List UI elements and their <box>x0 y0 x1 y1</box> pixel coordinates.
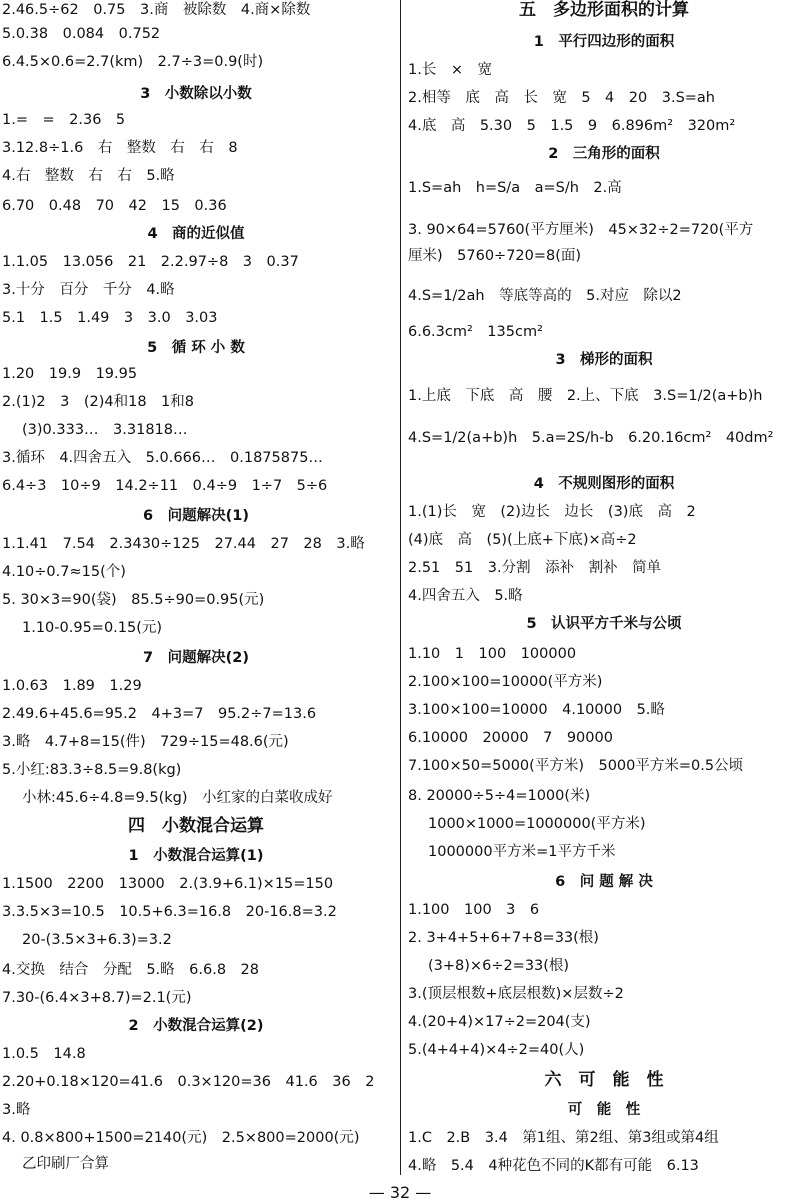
left-answer-line: 2.20+0.18×120=41.6 0.3×120=36 41.6 36 2 <box>2 1074 375 1090</box>
right-answer-line: 3.(顶层根数+底层根数)×层数÷2 <box>408 986 624 1002</box>
left-answer-line: 6.4.5×0.6=2.7(km) 2.7÷3=0.9(时) <box>2 54 264 70</box>
right-section-heading: 5 认识平方千米与公顷 <box>526 616 682 632</box>
left-answer-line: 4. 0.8×800+1500=2140(元) 2.5×800=2000(元) <box>2 1130 360 1146</box>
left-answer-line: 1.1500 2200 13000 2.(3.9+6.1)×15=150 <box>2 876 334 892</box>
left-answer-line: 3.十分 百分 千分 4.略 <box>2 282 175 298</box>
right-answer-line: 4.四舍五入 5.略 <box>408 588 523 604</box>
right-answer-line: 2. 3+4+5+6+7+8=33(根) <box>408 930 599 946</box>
left-section-heading: 3 小数除以小数 <box>140 86 252 102</box>
left-answer-line: 3.12.8÷1.6 右 整数 右 右 8 <box>2 140 238 156</box>
right-answer-line: 1.S=ah h=S/a a=S/h 2.高 <box>408 180 622 196</box>
page-number: — 32 — <box>368 1183 432 1202</box>
right-answer-line: 1.上底 下底 高 腰 2.上、下底 3.S=1/2(a+b)h <box>408 388 763 404</box>
left-answer-line: 3.略 4.7+8=15(件) 729÷15=48.6(元) <box>2 734 289 750</box>
left-answer-line: 3.循环 4.四舍五入 5.0.666… 0.1875875… <box>2 450 323 466</box>
left-answer-line: 1.0.63 1.89 1.29 <box>2 678 142 694</box>
left-answer-line: 20-(3.5×3+6.3)=3.2 <box>22 932 172 948</box>
right-section-heading: 2 三角形的面积 <box>548 146 660 162</box>
left-section-heading: 2 小数混合运算(2) <box>128 1018 264 1034</box>
left-answer-line: 3.略 <box>2 1102 31 1118</box>
left-answer-line: 6.4÷3 10÷9 14.2÷11 0.4÷9 1÷7 5÷6 <box>2 478 328 494</box>
right-answer-line: 厘米) 5760÷720=8(面) <box>408 248 582 264</box>
left-answer-line: 4.10÷0.7≈15(个) <box>2 564 126 580</box>
right-answer-line: (3+8)×6÷2=33(根) <box>428 958 570 974</box>
right-answer-line: 1.10 1 100 100000 <box>408 646 577 662</box>
left-section-heading: 7 问题解决(2) <box>143 650 249 666</box>
right-chapter-heading: 五 多边形面积的计算 <box>519 0 689 20</box>
right-answer-line: 3. 90×64=5760(平方厘米) 45×32÷2=720(平方 <box>408 222 754 238</box>
right-answer-line: 1.C 2.B 3.4 第1组、第2组、第3组或第4组 <box>408 1130 719 1146</box>
left-answer-line: 3.3.5×3=10.5 10.5+6.3=16.8 20-16.8=3.2 <box>2 904 337 920</box>
left-answer-line: 5.1 1.5 1.49 3 3.0 3.03 <box>2 310 218 326</box>
right-section-heading: 1 平行四边形的面积 <box>533 34 675 50</box>
left-answer-line: 6.70 0.48 70 42 15 0.36 <box>2 198 227 214</box>
left-section-heading: 4 商的近似值 <box>147 226 245 242</box>
left-answer-line: 乙印刷厂合算 <box>22 1156 109 1172</box>
left-answer-line: 1.20 19.9 19.95 <box>2 366 138 382</box>
left-answer-line: 2.46.5÷62 0.75 3.商 被除数 4.商×除数 <box>2 2 311 18</box>
right-answer-line: 1.100 100 3 6 <box>408 902 540 918</box>
right-answer-line: 1000×1000=1000000(平方米) <box>428 816 646 832</box>
column-divider <box>400 0 401 1175</box>
left-answer-line: 7.30-(6.4×3+8.7)=2.1(元) <box>2 990 192 1006</box>
left-answer-line: 1.= = 2.36 5 <box>2 112 126 128</box>
left-answer-line: 小林:45.6÷4.8=9.5(kg) 小红家的白菜收成好 <box>22 790 333 806</box>
left-answer-line: 5.小红:83.3÷8.5=9.8(kg) <box>2 762 182 778</box>
left-section-heading: 6 问题解决(1) <box>143 508 249 524</box>
right-answer-line: 5.(4+4+4)×4÷2=40(人) <box>408 1042 585 1058</box>
left-answer-line: 5.0.38 0.084 0.752 <box>2 26 161 42</box>
right-answer-line: 4.底 高 5.30 5 1.5 9 6.896m² 320m² <box>408 118 736 134</box>
right-answer-line: 1.(1)长 宽 (2)边长 边长 (3)底 高 2 <box>408 504 696 520</box>
right-answer-line: 4.S=1/2ah 等底等高的 5.对应 除以2 <box>408 288 682 304</box>
left-answer-line: 4.右 整数 右 右 5.略 <box>2 168 175 184</box>
right-answer-line: 1000000平方米=1平方千米 <box>428 844 616 860</box>
left-answer-line: 4.交换 结合 分配 5.略 6.6.8 28 <box>2 962 260 978</box>
right-answer-line: 2.相等 底 高 长 宽 5 4 20 3.S=ah <box>408 90 715 106</box>
right-section-heading: 4 不规则图形的面积 <box>533 476 675 492</box>
left-answer-line: 5. 30×3=90(袋) 85.5÷90=0.95(元) <box>2 592 265 608</box>
right-answer-line: 2.51 51 3.分割 添补 割补 简单 <box>408 560 662 576</box>
left-answer-line: 1.0.5 14.8 <box>2 1046 86 1062</box>
right-section-heading: 3 梯形的面积 <box>555 352 653 368</box>
right-answer-line: 8. 20000÷5÷4=1000(米) <box>408 788 591 804</box>
right-answer-line: 6.6.3cm² 135cm² <box>408 324 543 340</box>
left-answer-line: 1.10-0.95=0.15(元) <box>22 620 163 636</box>
right-answer-line: 1.长 × 宽 <box>408 62 492 78</box>
right-answer-line: 7.100×50=5000(平方米) 5000平方米=0.5公顷 <box>408 758 744 774</box>
right-section-heading: 6 问 题 解 决 <box>555 874 653 890</box>
left-answer-line: 2.(1)2 3 (2)4和18 1和8 <box>2 394 194 410</box>
left-answer-line: 1.1.05 13.056 21 2.2.97÷8 3 0.37 <box>2 254 299 270</box>
left-section-heading: 5 循 环 小 数 <box>147 340 245 356</box>
right-chapter-heading: 六 可 能 性 <box>544 1070 664 1090</box>
left-section-heading: 1 小数混合运算(1) <box>128 848 264 864</box>
right-answer-line: (4)底 高 (5)(上底+下底)×高÷2 <box>408 532 637 548</box>
right-answer-line: 2.100×100=10000(平方米) <box>408 674 603 690</box>
left-answer-line: (3)0.333… 3.31818… <box>22 422 188 438</box>
right-section-heading: 可 能 性 <box>567 1102 641 1118</box>
right-answer-line: 3.100×100=10000 4.10000 5.略 <box>408 702 665 718</box>
right-answer-line: 6.10000 20000 7 90000 <box>408 730 613 746</box>
left-chapter-heading: 四 小数混合运算 <box>128 816 264 836</box>
left-answer-line: 2.49.6+45.6=95.2 4+3=7 95.2÷7=13.6 <box>2 706 317 722</box>
right-answer-line: 4.(20+4)×17÷2=204(支) <box>408 1014 591 1030</box>
right-answer-line: 4.S=1/2(a+b)h 5.a=2S/h-b 6.20.16cm² 40dm² <box>408 430 774 446</box>
right-answer-line: 4.略 5.4 4种花色不同的K都有可能 6.13 <box>408 1158 699 1174</box>
left-answer-line: 1.1.41 7.54 2.3430÷125 27.44 27 28 3.略 <box>2 536 365 552</box>
